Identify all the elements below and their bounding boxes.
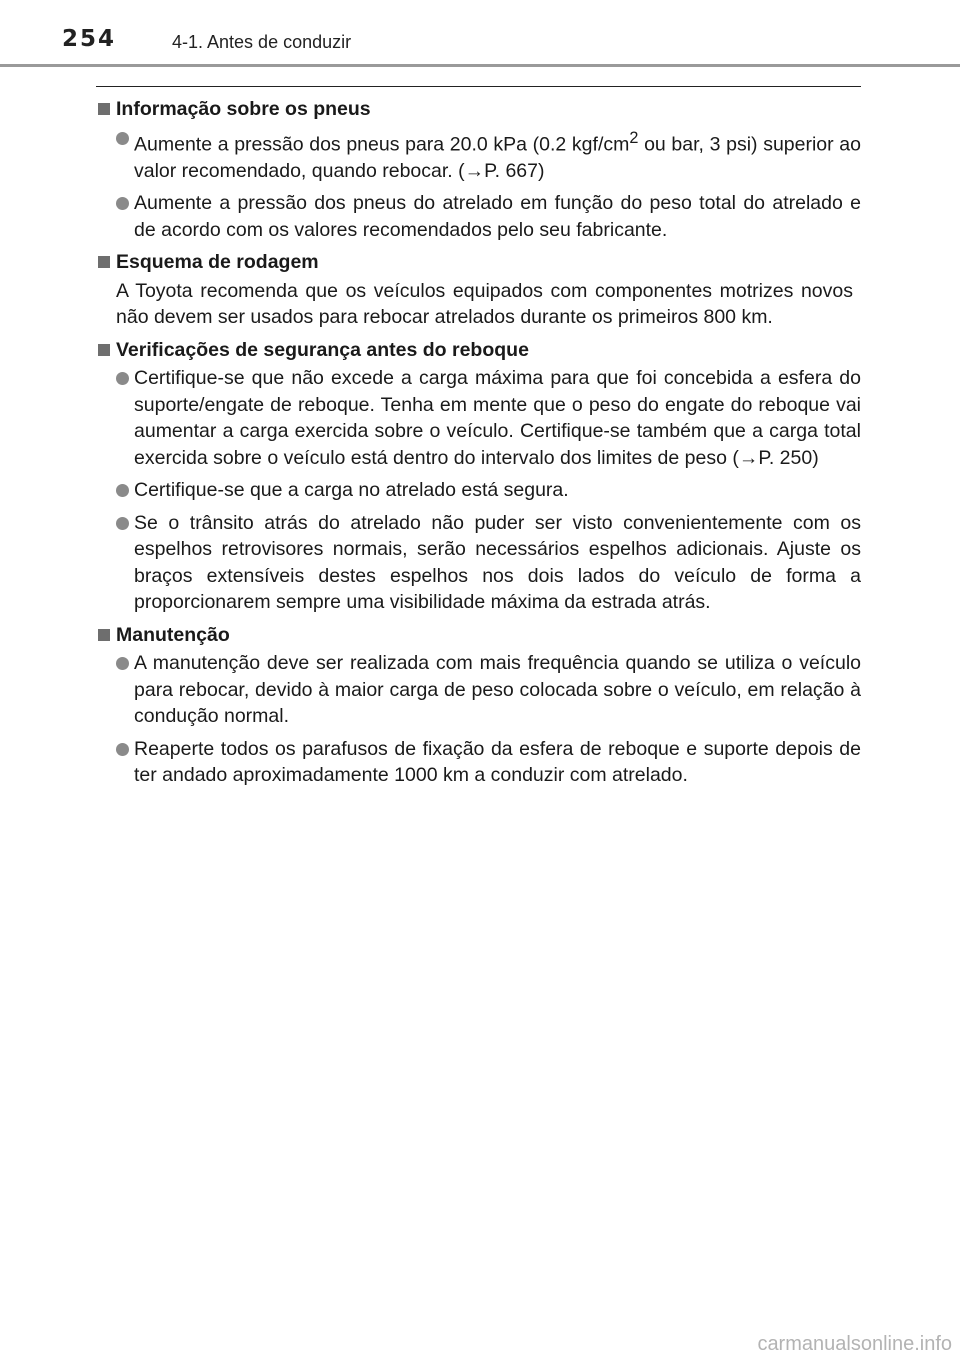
section-safety-checks — [96, 337, 861, 616]
square-bullet-icon — [98, 344, 110, 356]
superscript: 2 — [629, 128, 639, 147]
bullet-item — [96, 650, 861, 730]
bullet-text-pre: Aumente a pressão dos pneus para 20.0 kPa (0.2 kgf/cm — [134, 133, 630, 155]
bullet-item — [96, 365, 861, 471]
round-bullet-icon — [116, 657, 129, 670]
square-bullet-icon — [98, 629, 110, 641]
section-maintenance — [96, 622, 861, 789]
header-divider — [0, 64, 960, 67]
section-heading-text: Esquema de rodagem — [116, 251, 319, 273]
round-bullet-icon — [116, 743, 129, 756]
section-heading-text: Informação sobre os pneus — [116, 98, 371, 120]
bullet-text: Reaperte todos os parafusos de fixação da esfera de reboque e suporte depois de ter andado aproximadamente 1000 km a conduzir com atrelado. — [134, 737, 861, 786]
section-break-in — [96, 249, 861, 331]
page-number: 254 — [62, 26, 117, 52]
page-content — [96, 96, 861, 795]
bullet-text-post: ou bar, 3 psi) superior ao valor recomendado, quando rebocar. (→P. 667) — [134, 133, 861, 182]
square-bullet-icon — [98, 256, 110, 268]
section-tires — [96, 96, 861, 243]
bullet-item — [96, 510, 861, 616]
bullet-item — [96, 125, 861, 185]
bullet-item — [96, 477, 861, 504]
round-bullet-icon — [116, 132, 129, 145]
bullet-text: Certifique-se que não excede a carga máxima para que foi concebida a esfera do suporte/engate de reboque. Tenha em mente que o peso do engate do reboque vai aumentar a carga exercida sobre o veículo. Certifique-se também que a carga total exercida sobre o veículo está dentro do intervalo dos limites de peso (→P. 250) — [134, 367, 861, 469]
section-heading-text: Manutenção — [116, 623, 230, 646]
bullet-item — [96, 190, 861, 243]
round-bullet-icon — [116, 197, 129, 210]
bullet-text: Certifique-se que a carga no atrelado está segura. — [134, 479, 569, 501]
square-bullet-icon — [98, 103, 110, 115]
bullet-text: Se o trânsito atrás do atrelado não puder ser visto convenientemente com os espelhos retrovisores normais, serão necessários espelhos adicionais. Ajuste os braços extensíveis destes espelhos nos dois lados do veículo de forma a proporcionarem sempre uma visibilidade máxima da estrada atrás. — [134, 511, 861, 613]
section-heading — [96, 249, 861, 276]
bullet-text: Aumente a pressão dos pneus do atrelado em função do peso total do atrelado e de acordo com os valores recomendados pelo seu fabricante. — [134, 192, 861, 241]
section-heading — [96, 337, 861, 364]
chapter-title: 4-1. Antes de conduzir — [172, 32, 352, 52]
paragraph: A Toyota recomenda que os veículos equipados com componentes motrizes novos não devem ser usados para rebocar atrelados durante os primeiros 800 km. — [116, 279, 853, 328]
content-top-rule — [96, 86, 861, 87]
round-bullet-icon — [116, 517, 129, 530]
round-bullet-icon — [116, 484, 129, 497]
section-heading-text: Verificações de segurança antes do reboque — [116, 338, 529, 361]
bullet-text: A manutenção deve ser realizada com mais frequência quando se utiliza o veículo para rebocar, devido à maior carga de peso colocada sobre o veículo, em relação à condução normal. — [134, 652, 861, 727]
bullet-item — [96, 736, 861, 789]
section-heading — [96, 96, 861, 123]
section-heading — [96, 622, 861, 649]
round-bullet-icon — [116, 372, 129, 385]
watermark: carmanualsonline.info — [757, 1333, 952, 1355]
